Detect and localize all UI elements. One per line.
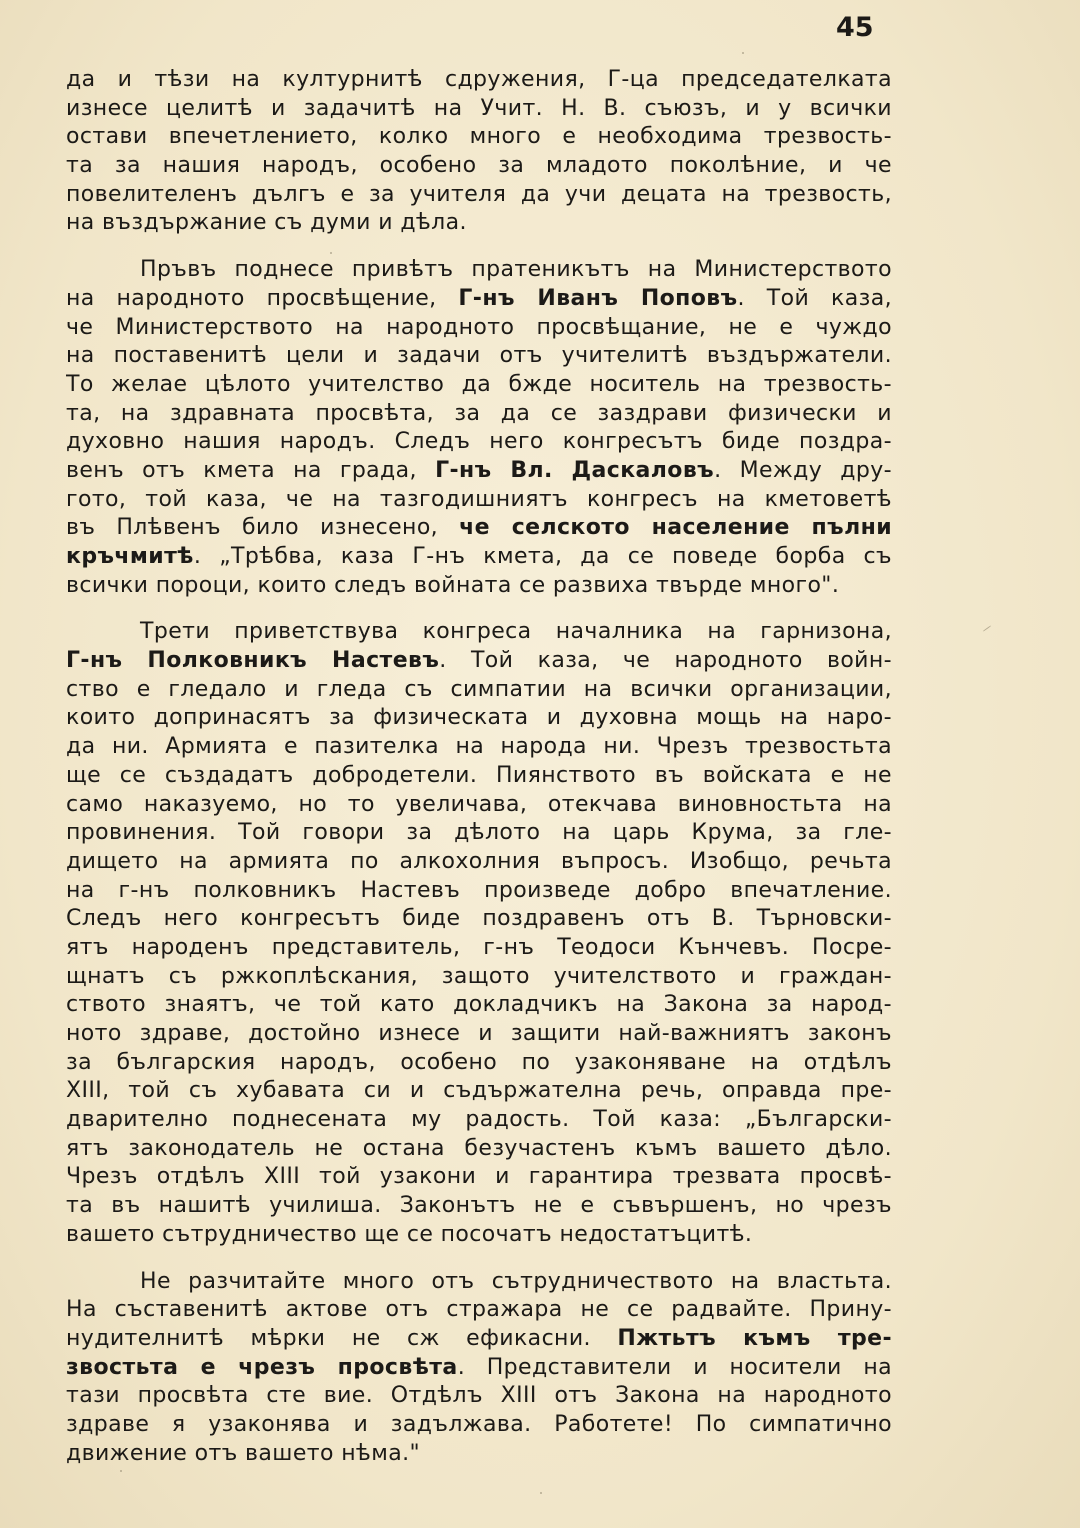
text-line	[66, 428, 892, 457]
page-text	[66, 66, 892, 1468]
text-segment: нудителнитѣ мѣрки не сж ефикасни.	[66, 1325, 618, 1351]
text-segment: Чрезъ отдѣлъ XIII той узакони и гарантира трезвата просвѣ-	[66, 1164, 892, 1190]
text-segment: венъ отъ кмета на града,	[66, 457, 436, 483]
text-segment: Пръвъ поднесе привѣтъ пратеникътъ на Министерството	[140, 257, 892, 283]
text-line	[66, 342, 892, 371]
text-line	[66, 95, 892, 124]
paragraph	[66, 66, 892, 238]
text-segment: Следъ него конгресътъ биде поздравенъ отъ В. Търновски-	[66, 906, 892, 932]
text-line	[66, 314, 892, 343]
text-segment: XIII, той съ хубавата си и съдържателна речь, оправда пре-	[66, 1078, 892, 1104]
text-segment: ство е гледало и гледа съ симпатии на всички организации,	[66, 676, 892, 702]
page-number: 45	[836, 12, 874, 43]
text-line	[66, 285, 892, 314]
text-line	[66, 877, 892, 906]
text-line	[66, 1440, 892, 1469]
text-segment: . Той каза,	[737, 285, 892, 311]
bold-text-segment: Г-нъ Вл. Даскаловъ	[435, 457, 715, 483]
text-segment: Трети приветствува конгреса началника на гарнизона,	[140, 619, 892, 645]
text-line	[66, 791, 892, 820]
text-segment: ще се създадатъ добродетели. Пиянството въ войската е не	[66, 762, 892, 788]
paragraph-gap	[66, 1250, 892, 1268]
text-segment: . Представители и носители на	[457, 1354, 892, 1380]
text-segment: . „Трѣбва, каза Г-нъ кмета, да се поведе борба съ	[193, 544, 892, 569]
text-line	[66, 704, 892, 733]
text-line	[66, 371, 892, 400]
text-line	[66, 256, 892, 285]
text-line	[66, 1192, 892, 1221]
text-segment: да ни. Армията е пазителка на народа ни. Чрезъ трезвостьта	[66, 734, 892, 760]
text-line	[66, 209, 892, 238]
bold-text-segment: звостьта е чрезъ просвѣта	[66, 1354, 458, 1380]
text-line	[66, 1382, 892, 1411]
text-line	[66, 676, 892, 705]
text-segment: То желае цѣлото учителство да бжде носитель на трезвость-	[66, 371, 892, 397]
text-segment: духовно нашия народъ. Следъ него конгресътъ биде поздра-	[66, 429, 892, 455]
text-segment: ятъ законодатель не остана безучастенъ къмъ вашето дѣло.	[66, 1135, 892, 1161]
text-line	[66, 1020, 892, 1049]
text-segment: на народното просвѣщение,	[66, 285, 459, 311]
text-segment: ното здраве, достойно изнесе и защити най-важниятъ законъ	[66, 1021, 892, 1046]
bold-text-segment: кръчмитѣ	[66, 544, 194, 569]
text-line	[66, 1296, 892, 1325]
paragraph	[66, 256, 892, 600]
text-line	[66, 618, 892, 647]
bold-text-segment: Г-нъ Полковникъ Настевъ	[66, 648, 440, 674]
text-line	[66, 1325, 892, 1354]
text-segment: . Между дру-	[714, 457, 892, 483]
text-segment: всички пороци, които следъ войната се развиха твърде много".	[66, 572, 840, 598]
text-line	[66, 543, 892, 572]
text-segment: та въ нашитѣ училиша. Законътъ не е съвършенъ, но чрезъ	[66, 1193, 892, 1219]
text-line	[66, 1354, 892, 1383]
paragraph	[66, 1268, 892, 1469]
text-segment: здраве я узаконява и задължава. Работете! По симпатично	[66, 1411, 892, 1437]
text-segment: ятъ народенъ представитель, г-нъ Теодоси Кънчевъ. Посре-	[66, 934, 892, 960]
text-line	[66, 457, 892, 486]
text-segment: вашето сътрудничество ще се посочатъ недостатъцитѣ.	[66, 1221, 753, 1247]
text-segment: да и тѣзи на културнитѣ сдружения, Г-ца председателката	[66, 67, 892, 92]
text-segment: само наказуемо, но то увеличава, отекчава виновностьта на	[66, 791, 892, 817]
text-segment: на г-нъ полковникъ Настевъ произведе добро впечатление.	[66, 877, 892, 903]
text-segment: дището на армията по алкохолния въпросъ. Изобщо, речьта	[66, 848, 892, 874]
text-segment: на поставенитѣ цели и задачи отъ учителитѣ въздържатели.	[66, 343, 892, 369]
text-line	[66, 991, 892, 1020]
bold-text-segment: Г-нъ Иванъ Поповъ	[458, 285, 738, 311]
text-segment: тази просвѣта сте вие. Отдѣлъ XIII отъ Закона на народното	[66, 1383, 892, 1409]
text-segment: гото, той каза, че на тазгодишниятъ конгресъ на кметоветѣ	[66, 486, 892, 512]
bold-text-segment: че селското население пълни	[459, 515, 892, 541]
text-line	[66, 733, 892, 762]
text-line	[66, 66, 892, 95]
text-line	[66, 762, 892, 791]
text-segment: дварително поднесената му радость. Той каза: „Български-	[66, 1107, 892, 1133]
text-line	[66, 572, 892, 601]
text-line	[66, 1106, 892, 1135]
text-segment: На съставенитѣ актове отъ стражара не се радвайте. Прину-	[66, 1297, 892, 1323]
text-segment: щнатъ съ ржкоплѣскания, защото учителството и граждан-	[66, 963, 892, 989]
text-line	[66, 152, 892, 181]
text-segment: които допринасятъ за физическата и духовна мощь на наро-	[66, 705, 892, 731]
text-line	[66, 123, 892, 152]
text-segment: въ Плѣвенъ било изнесено,	[66, 515, 460, 541]
text-segment: движение отъ вашето нѣма."	[66, 1440, 420, 1466]
text-line	[66, 1163, 892, 1192]
paragraph-gap	[66, 600, 892, 618]
text-line	[66, 486, 892, 515]
text-segment: та за нашия народъ, особено за младото поколѣние, и че	[66, 153, 892, 179]
bold-text-segment: Пжтьтъ къмъ тре-	[617, 1325, 892, 1351]
text-segment: че Министерството на народното просвѣщание, не е чуждо	[66, 314, 892, 340]
text-segment: остави впечетлението, колко много е необходима трезвость-	[66, 124, 892, 150]
text-line	[66, 1221, 892, 1250]
text-line	[66, 1049, 892, 1078]
text-segment: Не разчитайте много отъ сътрудничеството на властьта.	[140, 1268, 892, 1294]
text-line	[66, 905, 892, 934]
text-segment: за българския народъ, особено по узаконяване на отдѣлъ	[66, 1049, 892, 1075]
text-line	[66, 934, 892, 963]
text-segment: . Той каза, че народното войн-	[439, 648, 892, 674]
text-segment: ството знаятъ, че той като докладчикъ на Закона за народ-	[66, 992, 892, 1018]
paragraph	[66, 618, 892, 1249]
text-line	[66, 848, 892, 877]
text-line	[66, 819, 892, 848]
text-line	[66, 1268, 892, 1297]
text-segment: на въздържание съ думи и дѣла.	[66, 210, 467, 236]
text-line	[66, 963, 892, 992]
text-line	[66, 1135, 892, 1164]
text-line	[66, 181, 892, 210]
text-line	[66, 1077, 892, 1106]
text-segment: та, на здравната просвѣта, за да се заздрави физически и	[66, 400, 892, 426]
text-line	[66, 514, 892, 543]
text-line	[66, 647, 892, 676]
text-line	[66, 400, 892, 429]
text-segment: изнесе целитѣ и задачитѣ на Учит. Н. В. съюзъ, и у всички	[66, 95, 892, 121]
text-segment: повелителенъ дългъ е за учителя да учи децата на трезвость,	[66, 181, 892, 207]
text-line	[66, 1411, 892, 1440]
text-segment: провинения. Той говори за дѣлото на царь Крума, за гле-	[66, 820, 892, 846]
paragraph-gap	[66, 238, 892, 256]
